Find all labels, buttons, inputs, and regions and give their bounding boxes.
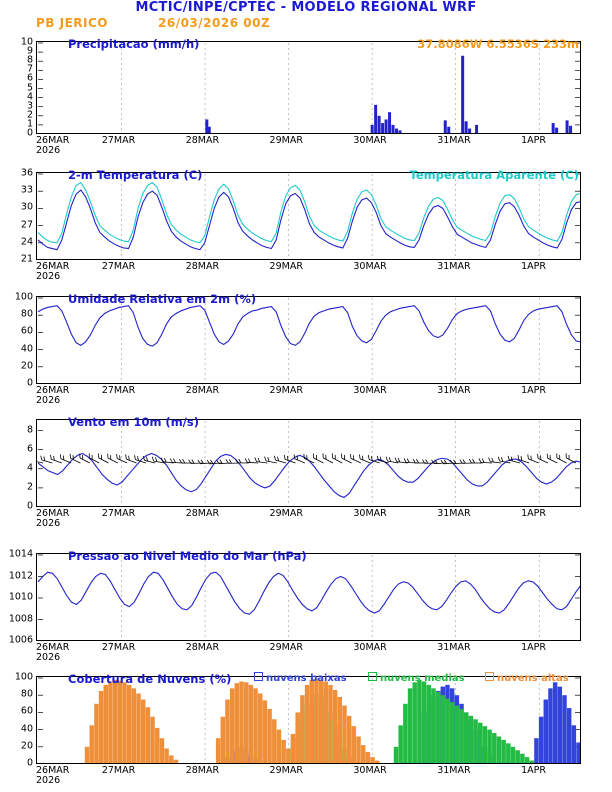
x-tick-label: 28MAR	[185, 765, 220, 776]
y-tick-label: 24	[20, 236, 33, 248]
y-tick-label: 8	[26, 54, 33, 66]
legend-clouds-high: nuvens altas	[485, 672, 569, 684]
plot-area	[36, 41, 581, 134]
x-tick-label: 30MAR	[353, 642, 387, 653]
x-tick-label: 30MAR	[353, 385, 387, 396]
x-tick-label: 26MAR	[36, 508, 70, 519]
x-tick-label: 30MAR	[353, 508, 387, 519]
station-label: PB JERICO	[36, 16, 108, 30]
y-tick-label: 10	[20, 36, 33, 48]
legend-clouds-mid: nuvens medias	[368, 672, 465, 684]
x-tick-label: 29MAR	[269, 642, 303, 653]
y-tick-label: 6	[26, 443, 33, 455]
x-tick-label: 1APR	[521, 508, 546, 519]
x-tick-label: 29MAR	[269, 765, 303, 776]
x-tick-label: 27MAR	[101, 765, 136, 776]
chart-panel	[26, 415, 581, 531]
x-tick-label: 1APR	[521, 642, 546, 653]
y-tick-label: 0	[26, 377, 33, 389]
x-tick-label: 30MAR	[353, 261, 387, 272]
x-tick-label: 26MAR	[36, 385, 70, 396]
y-tick-label: 1006	[8, 634, 33, 646]
y-tick-label: 20	[20, 740, 33, 752]
chart-title: Precipitacao (mm/h)	[68, 37, 200, 51]
plot-area	[36, 419, 581, 507]
y-tick-label: 100	[14, 291, 33, 303]
y-tick-label: 1012	[8, 570, 33, 581]
x-tick-label: 29MAR	[269, 261, 303, 272]
x-tick-label: 26MAR	[36, 765, 70, 776]
chart-panel	[14, 671, 581, 788]
coordinates-label: 37.8086W 6.5536S 233m	[417, 37, 579, 51]
y-tick-label: 4	[26, 462, 33, 474]
chart-title: Pressao ao Nivel Medio do Mar (hPa)	[68, 549, 307, 563]
x-tick-label: 31MAR	[437, 508, 471, 519]
chart-panel	[20, 36, 581, 158]
x-tick-label: 31MAR	[437, 642, 471, 653]
plot-area	[36, 172, 581, 260]
chart-panel	[14, 291, 581, 408]
plot-area	[36, 676, 581, 764]
y-tick-label: 0	[26, 500, 33, 512]
x-tick-label: 27MAR	[101, 261, 136, 272]
subheader	[0, 16, 612, 30]
y-tick-label: 3	[26, 100, 33, 112]
x-tick-label: 27MAR	[101, 508, 136, 519]
run-time-label: 26/03/2026 00Z	[158, 16, 271, 30]
y-tick-label: 33	[20, 184, 33, 196]
x-tick-label: 29MAR	[269, 385, 303, 396]
y-tick-label: 80	[20, 688, 33, 700]
y-tick-label: 80	[20, 308, 33, 320]
year-label: 2026	[36, 518, 61, 529]
x-tick-label: 30MAR	[353, 765, 387, 776]
chart-title: Cobertura de Nuvens (%)	[68, 672, 232, 686]
chart-title: Umidade Relativa em 2m (%)	[68, 292, 257, 306]
x-tick-label: 1APR	[521, 765, 546, 776]
chart-panel	[20, 167, 581, 284]
y-tick-label: 21	[20, 253, 33, 265]
x-tick-label: 27MAR	[101, 135, 136, 146]
x-tick-label: 30MAR	[353, 135, 387, 146]
y-tick-label: 20	[20, 360, 33, 372]
y-tick-label: 8	[26, 424, 33, 436]
y-tick-label: 2	[26, 481, 33, 493]
x-tick-label: 1APR	[521, 385, 546, 396]
y-tick-label: 6	[26, 72, 33, 84]
y-tick-label: 60	[20, 325, 33, 337]
y-tick-label: 2	[26, 109, 33, 121]
year-label: 2026	[36, 775, 61, 786]
y-tick-label: 27	[20, 219, 33, 231]
apparent-temp-legend: Temperatura Aparente (C)	[409, 168, 579, 182]
y-tick-label: 60	[20, 705, 33, 717]
y-tick-label: 5	[26, 82, 33, 93]
x-tick-label: 31MAR	[437, 765, 471, 776]
x-tick-label: 28MAR	[185, 261, 220, 272]
y-tick-label: 36	[20, 167, 33, 179]
x-tick-label: 1APR	[521, 261, 546, 272]
x-tick-label: 28MAR	[185, 135, 220, 146]
y-tick-label: 9	[26, 45, 33, 57]
y-tick-label: 4	[26, 91, 33, 103]
legend-clouds-low: nuvens baixas	[254, 672, 347, 684]
y-tick-label: 1010	[8, 591, 33, 603]
plot-area	[36, 553, 581, 641]
x-tick-label: 28MAR	[185, 385, 220, 396]
x-tick-label: 27MAR	[101, 385, 136, 396]
y-tick-label: 30	[20, 201, 33, 213]
y-tick-label: 40	[20, 343, 33, 355]
x-tick-label: 28MAR	[185, 642, 220, 653]
chart-title: Vento em 10m (m/s)	[68, 415, 199, 429]
chart-title: 2-m Temperatura (C)	[68, 168, 203, 182]
year-label: 2026	[36, 271, 61, 282]
year-label: 2026	[36, 145, 61, 156]
y-tick-label: 1	[26, 118, 33, 130]
year-label: 2026	[36, 652, 61, 663]
x-tick-label: 31MAR	[437, 385, 471, 396]
page-title: MCTIC/INPE/CPTEC - MODELO REGIONAL WRF	[135, 0, 477, 15]
y-tick-label: 7	[26, 63, 33, 75]
x-tick-label: 26MAR	[36, 261, 70, 272]
x-tick-label: 31MAR	[437, 135, 471, 146]
x-tick-label: 26MAR	[36, 642, 70, 653]
y-tick-label: 1014	[8, 548, 33, 560]
y-tick-label: 0	[26, 757, 33, 769]
chart-panel	[8, 548, 581, 665]
plot-area	[36, 296, 581, 384]
y-tick-label: 40	[20, 723, 33, 735]
x-tick-label: 29MAR	[269, 135, 303, 146]
year-label: 2026	[36, 395, 61, 406]
x-tick-label: 29MAR	[269, 508, 303, 519]
x-tick-label: 26MAR	[36, 135, 70, 146]
y-tick-label: 100	[14, 671, 33, 683]
y-tick-label: 1008	[8, 613, 33, 624]
y-tick-label: 0	[26, 127, 33, 139]
x-tick-label: 28MAR	[185, 508, 220, 519]
x-tick-label: 1APR	[521, 135, 546, 146]
x-tick-label: 27MAR	[101, 642, 136, 653]
x-tick-label: 31MAR	[437, 261, 471, 272]
